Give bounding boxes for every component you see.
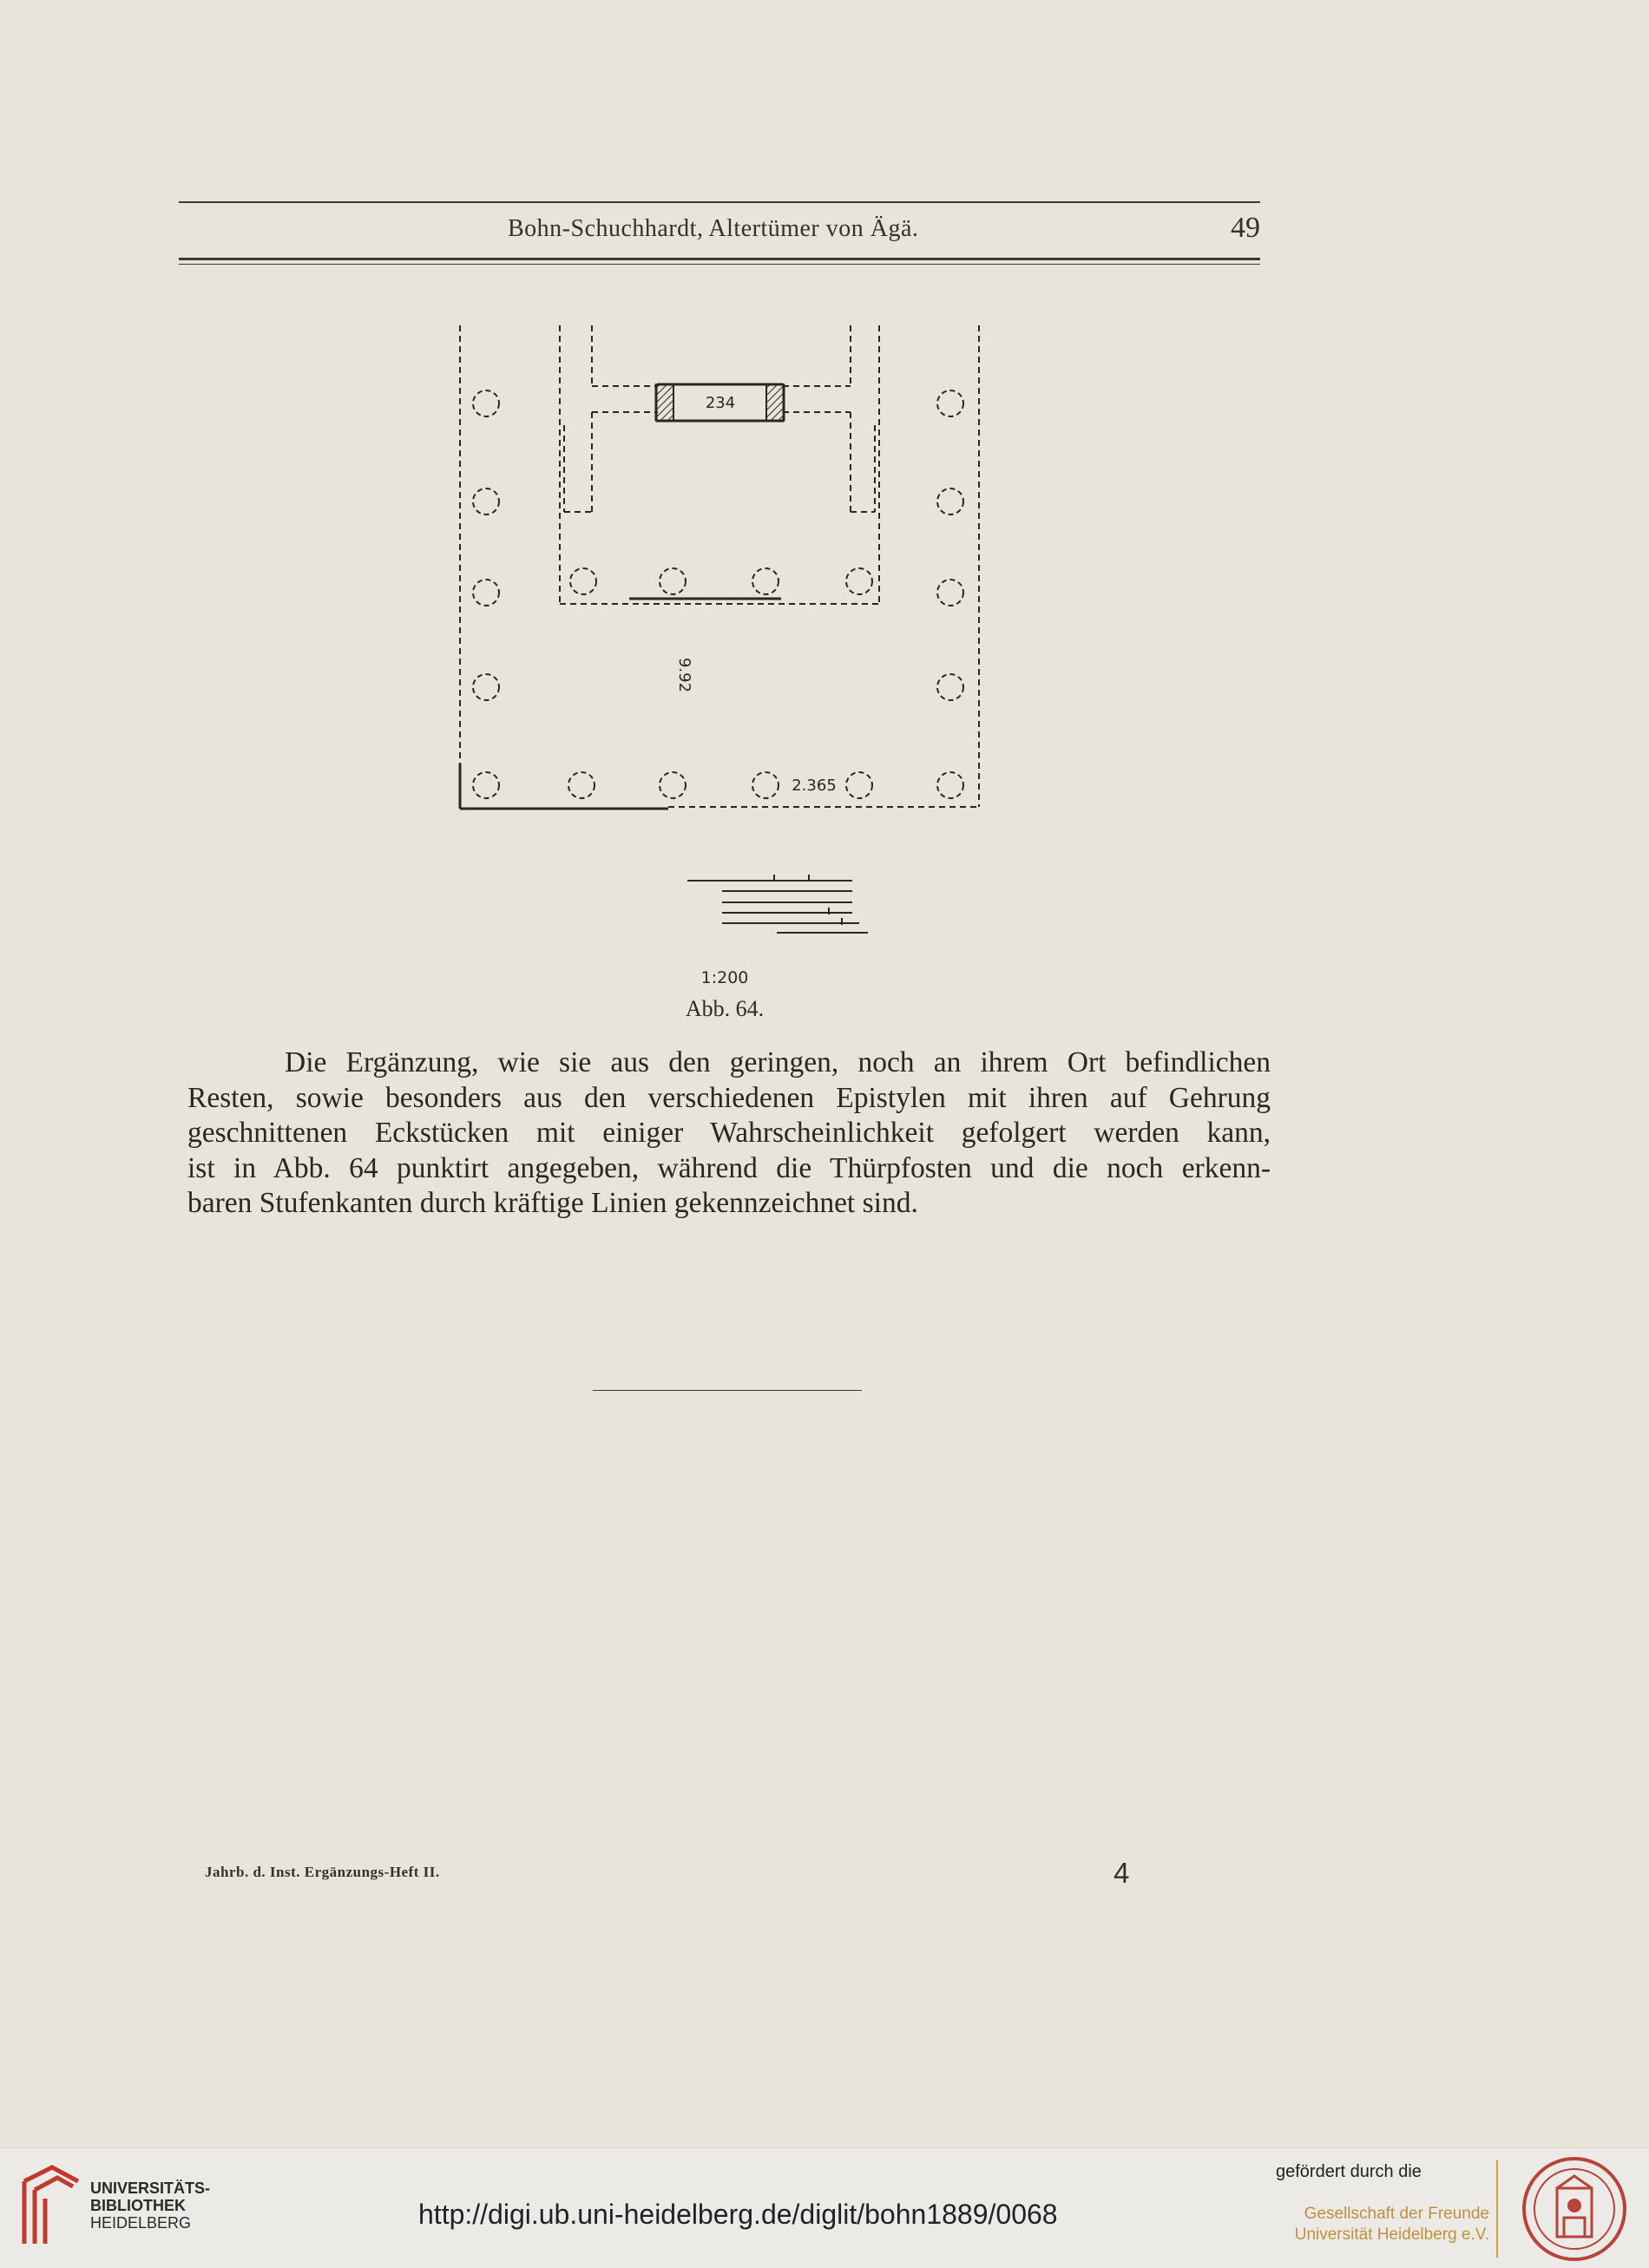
dim-depth-label: 9.92 [675,657,693,693]
sponsor-name-line1: Gesellschaft der Freunde [1304,2205,1489,2223]
footer-journal: Jahrb. d. Inst. Ergänzungs-Heft II. [205,1864,440,1880]
sponsor-label: gefördert durch die [1276,2162,1422,2181]
section-divider [593,1390,862,1391]
header-rule-top [179,201,1260,203]
header-rule-bottom-thick [179,258,1260,260]
library-name [90,2180,210,2232]
university-library-logo-icon [16,2164,85,2251]
library-name-line3: HEIDELBERG [90,2214,192,2232]
body-line: ist in Abb. 64 punktirt angegeben, während die Thürpfosten und die noch erkenn- [187,1151,1271,1184]
dim-spacing-label: 2.365 [792,777,837,795]
body-line: Die Ergänzung, wie sie aus den geringen, noch an ihrem Ort befindlichen [285,1046,1271,1078]
dim-door-label: 234 [705,394,736,412]
body-line: Resten, sowie besonders aus den verschiedenen Epistylen mit ihren auf Gehrung [187,1081,1271,1114]
sponsor-name-line2: Universität Heidelberg e.V. [1294,2225,1489,2244]
library-name-line1: UNIVERSITÄTS- [90,2180,211,2197]
university-seal-icon [1521,2155,1628,2263]
library-name-line2: BIBLIOTHEK [90,2197,186,2214]
permalink-url[interactable]: http://digi.ub.uni-heidelberg.de/diglit/bohn1889/0068 [418,2199,1058,2230]
floor-plan-figure [451,312,989,954]
sponsor-divider [1496,2160,1498,2258]
running-head: Bohn-Schuchhardt, Altertümer von Ägä. [508,215,919,242]
body-paragraph [187,1046,1271,1222]
scale-label: 1:200 [700,968,749,987]
sponsor-name[interactable] [1281,2204,1489,2245]
header-rule-bottom-thin [179,264,1260,265]
digitization-banner [0,2147,1649,2268]
page-number: 49 [1231,212,1260,244]
figure-caption: Abb. 64. [685,996,765,1021]
body-line: baren Stufenkanten durch kräftige Linien gekennzeichnet sind. [187,1187,918,1219]
scale-bar [687,875,868,933]
body-line: geschnittenen Eckstücken mit einiger Wahrscheinlichkeit gefolgert werden kann, [187,1117,1271,1149]
footer-signature: 4 [1114,1857,1130,1889]
